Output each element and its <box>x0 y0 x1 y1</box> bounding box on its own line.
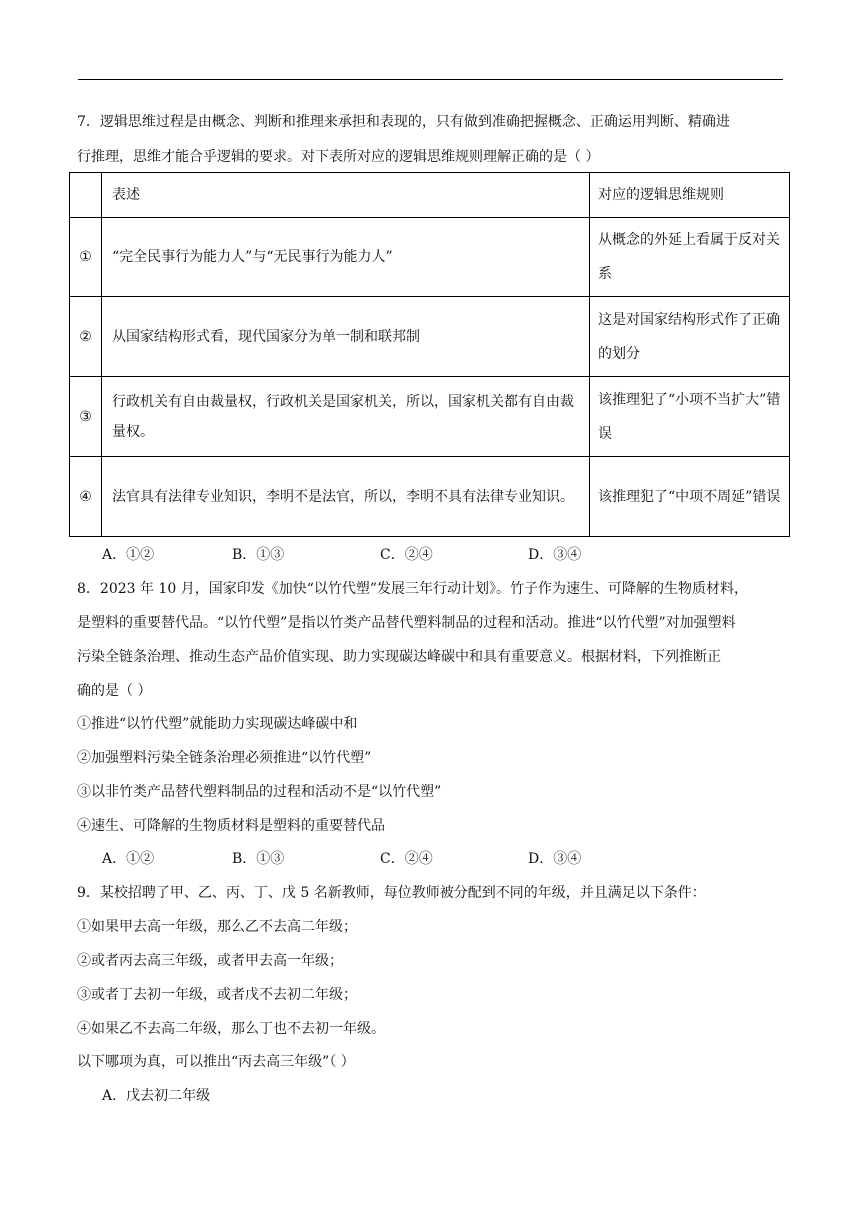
header-rule <box>78 79 783 80</box>
q9-condition-2: ②或者丙去高三年级，或者甲去高一年级； <box>77 953 343 969</box>
q8-stem-line-4: 确的是（ ） <box>77 683 152 699</box>
q8-item-4: ④速生、可降解的生物质材料是塑料的重要替代品 <box>77 818 385 834</box>
q8-stem-line-2: 是塑料的重要替代品。“以竹代塑”是指以竹类产品替代塑料制品的过程和活动。推进“以竹代塑”对加强塑料 <box>77 615 736 631</box>
q8-item-3: ③以非竹类产品替代塑料制品的过程和活动不是“以竹代塑” <box>77 784 442 800</box>
q9-condition-3: ③或者丁去初一年级，或者戊不去初二年级； <box>77 987 357 1003</box>
header-num-cell <box>70 173 102 218</box>
q8-stem-line-3: 污染全链条治理、推动生态产品价值实现、助力实现碳达峰碳中和具有重要意义。根据材料，下列推断正 <box>77 649 721 665</box>
q7-options <box>102 546 581 564</box>
row-num: ② <box>70 297 102 377</box>
header-rule-cell: 对应的逻辑思维规则 <box>590 173 790 218</box>
q8-options <box>102 850 581 868</box>
row-rule: 这是对国家结构形式作了正确的划分 <box>590 297 790 377</box>
table-header-row <box>70 173 790 218</box>
q8-item-1: ①推进“以竹代塑”就能助力实现碳达峰碳中和 <box>77 716 358 732</box>
table-row <box>70 377 790 457</box>
row-rule: 该推理犯了“小项不当扩大”错误 <box>590 377 790 457</box>
row-desc: 从国家结构形式看，现代国家分为单一制和联邦制 <box>102 297 590 377</box>
q8-option-c[interactable]: C．②④ <box>380 851 433 867</box>
q8-stem-line-1: 8．2023 年 10 月，国家印发《加快“以竹代塑”发展三年行动计划》。竹子作为速生、可降解的生物质材料， <box>77 581 749 597</box>
q8-option-b[interactable]: B．①③ <box>232 851 285 867</box>
q9-stem: 9．某校招聘了甲、乙、丙、丁、戊 5 名新教师，每位教师被分配到不同的年级，并且满足以下条件： <box>77 885 706 901</box>
row-desc: “完全民事行为能力人”与“无民事行为能力人” <box>102 218 590 297</box>
row-desc: 法官具有法律专业知识，李明不是法官，所以，李明不具有法律专业知识。 <box>102 457 590 537</box>
row-rule: 该推理犯了“中项不周延”错误 <box>590 457 790 537</box>
q7-option-c[interactable]: C．②④ <box>380 547 433 563</box>
q7-option-d[interactable]: D．③④ <box>528 547 582 563</box>
q7-option-a[interactable]: A．①② <box>102 547 155 563</box>
q9-condition-1: ①如果甲去高一年级，那么乙不去高二年级； <box>77 919 357 935</box>
q7-stem-line-2: 行推理，思维才能合乎逻辑的要求。对下表所对应的逻辑思维规则理解正确的是（ ） <box>77 149 600 165</box>
q8-item-2: ②加强塑料污染全链条治理必须推进“以竹代塑” <box>77 750 372 766</box>
q7-table <box>69 172 790 537</box>
q7-option-b[interactable]: B．①③ <box>232 547 285 563</box>
q7-stem-line-1: 7．逻辑思维过程是由概念、判断和推理来承担和表现的，只有做到准确把握概念、正确运用判断、精确进 <box>77 114 730 130</box>
q9-question: 以下哪项为真，可以推出“丙去高三年级”（ ） <box>77 1054 355 1070</box>
header-desc-cell: 表述 <box>102 173 590 218</box>
q8-option-a[interactable]: A．①② <box>102 851 155 867</box>
row-num: ③ <box>70 377 102 457</box>
q8-option-d[interactable]: D．③④ <box>528 851 582 867</box>
row-num: ① <box>70 218 102 297</box>
row-desc: 行政机关有自由裁量权，行政机关是国家机关，所以，国家机关都有自由裁量权。 <box>102 377 590 457</box>
table-row <box>70 218 790 297</box>
row-rule: 从概念的外延上看属于反对关系 <box>590 218 790 297</box>
q9-condition-4: ④如果乙不去高二年级，那么丁也不去初一年级。 <box>77 1021 385 1037</box>
q9-option-a[interactable]: A．戊去初二年级 <box>102 1088 211 1104</box>
table-row <box>70 297 790 377</box>
table-row <box>70 457 790 537</box>
row-num: ④ <box>70 457 102 537</box>
